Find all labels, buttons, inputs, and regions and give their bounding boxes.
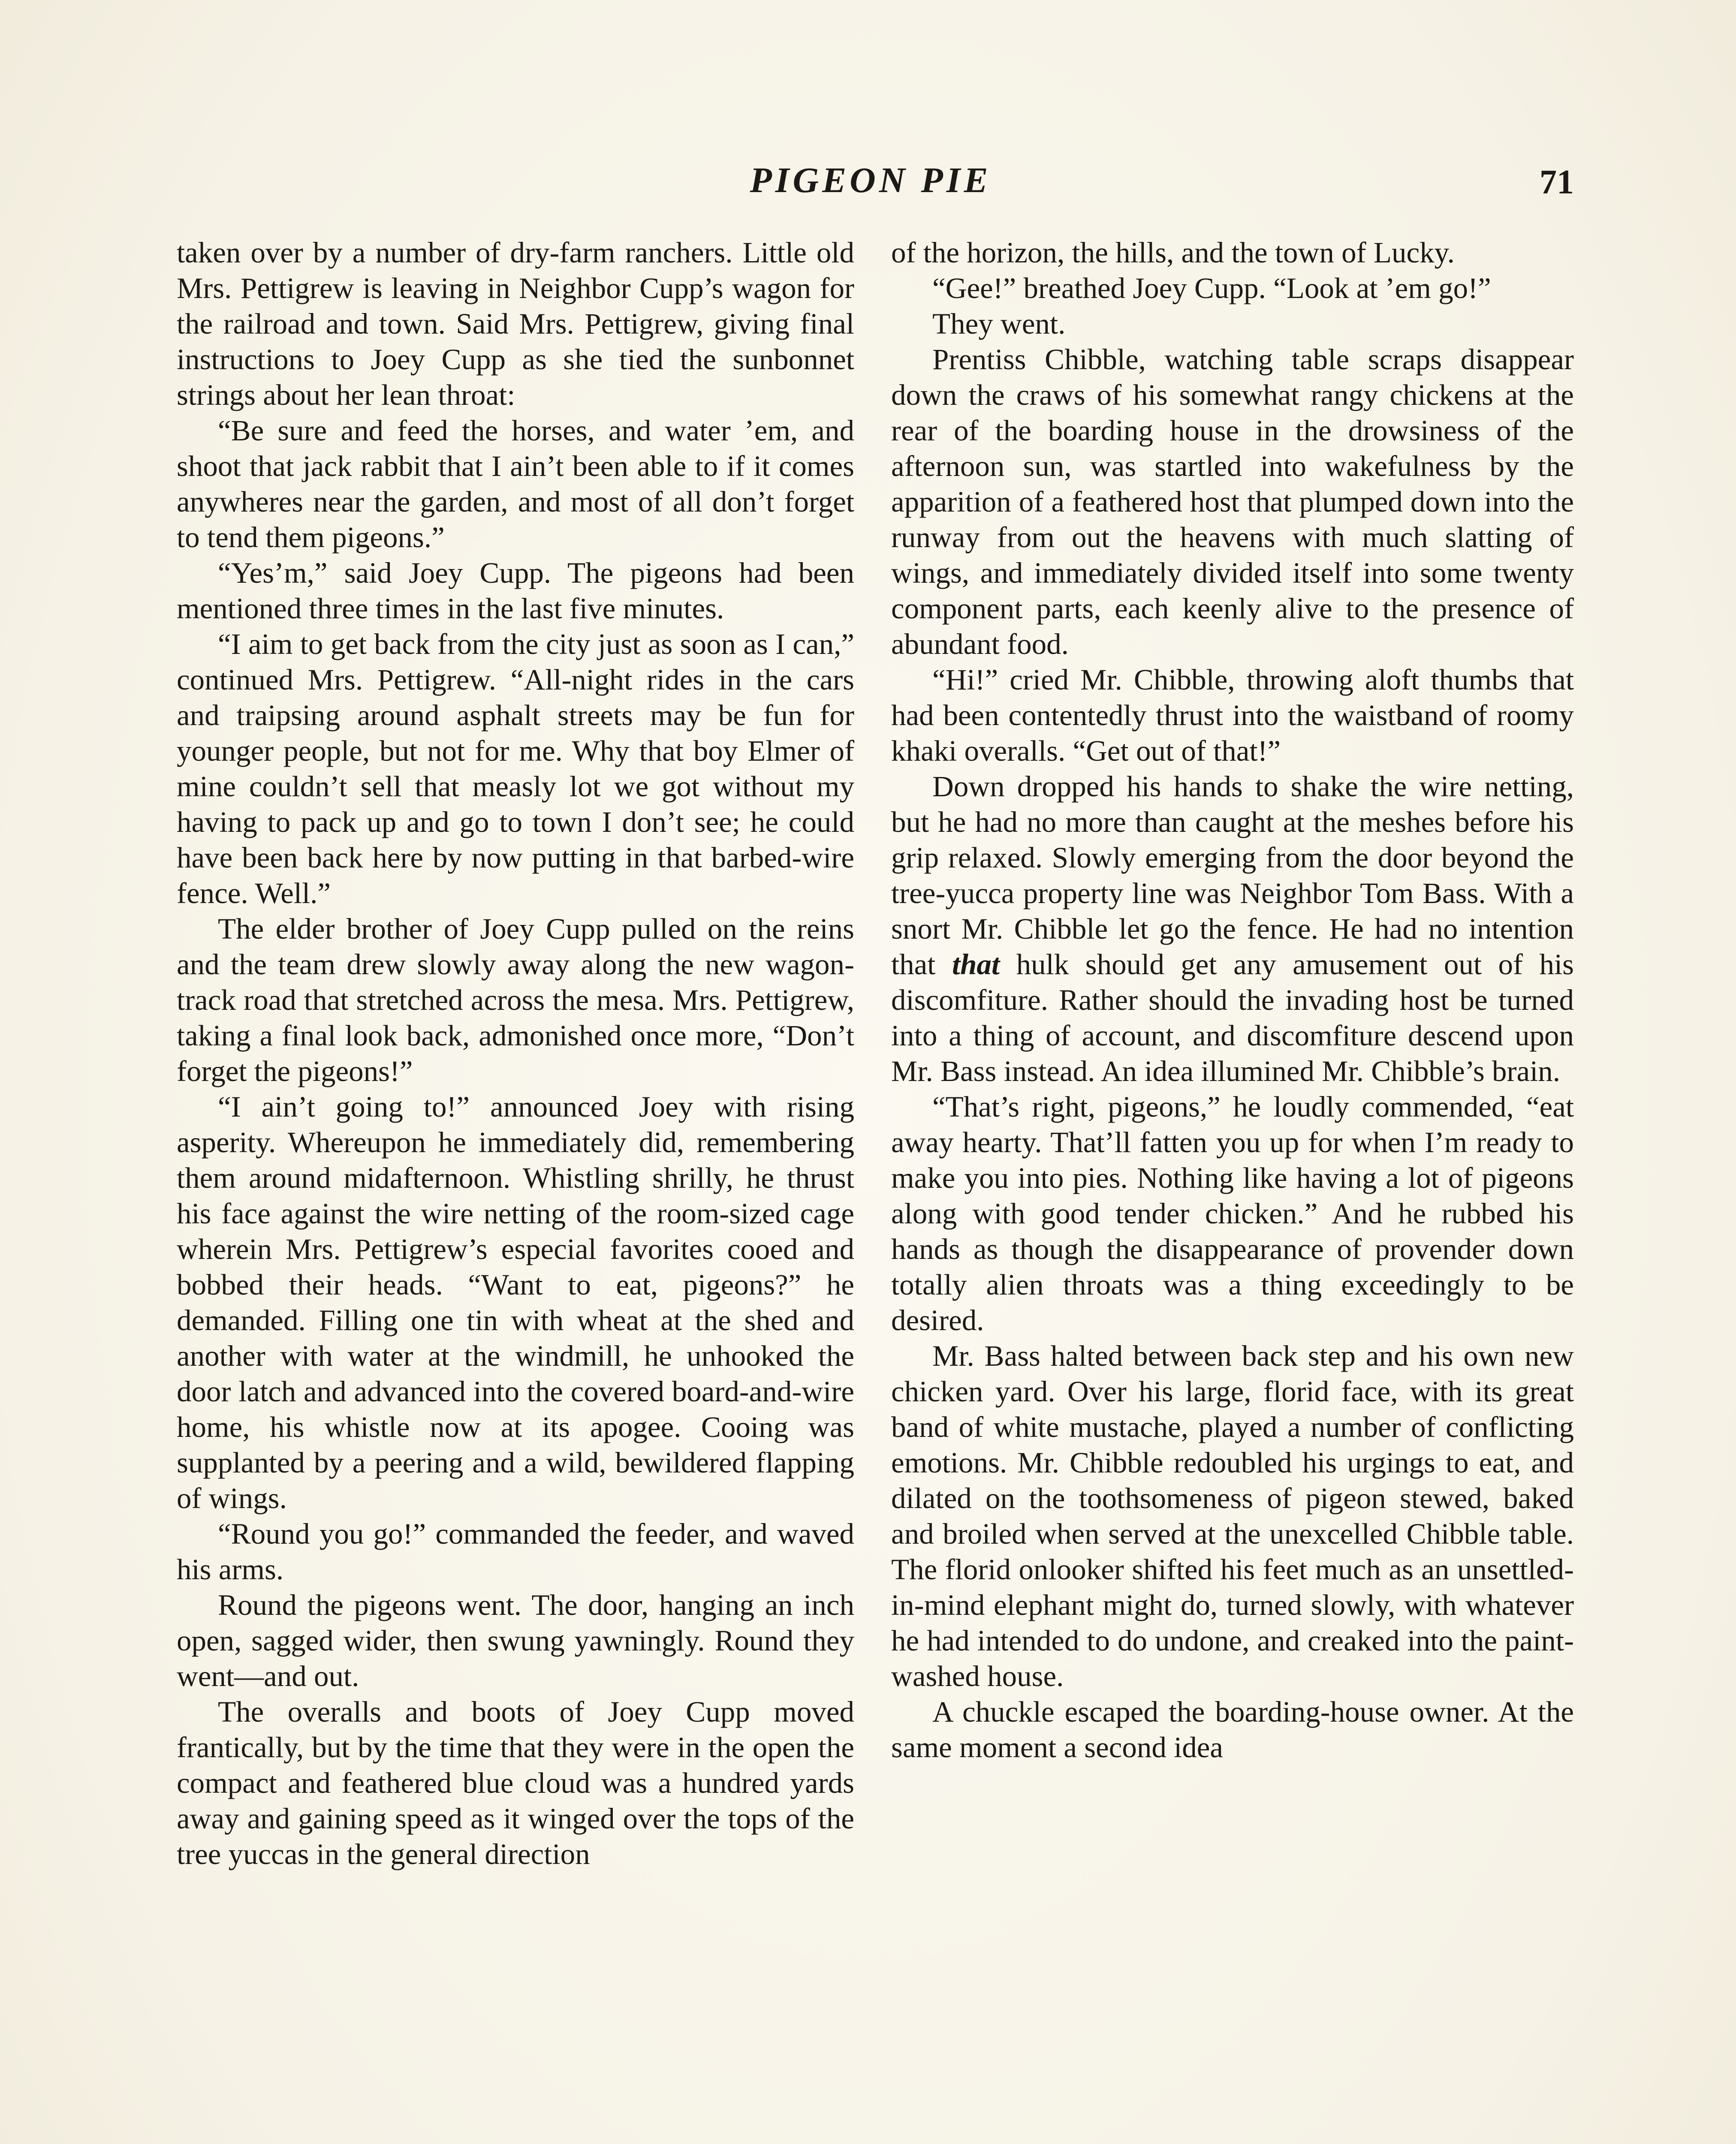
paragraph: “That’s right, pigeons,” he loudly commended, “eat away hearty. That’ll fatten you up for when I’m ready to make you into pies. Nothing like having a lot of pigeons along with good tender chicken.” And he rubbed his hands as though the disappearance of provender down totally alien throats was a thing exceedingly to be desired. — [891, 1090, 1574, 1337]
paragraph: taken over by a number of dry-farm ranchers. Little old Mrs. Pettigrew is leaving in Neighbor Cupp’s wagon for the railroad and town. Said Mrs. Pettigrew, giving final instructions to Joey Cupp as she tied the sunbonnet strings about her lean throat: — [177, 236, 854, 411]
paragraph: “Yes’m,” said Joey Cupp. The pigeons had been mentioned three times in the last five minutes. — [177, 557, 854, 625]
paragraph: “Hi!” cried Mr. Chibble, throwing aloft thumbs that had been contentedly thrust into the waistband of roomy khaki overalls. “Get out of that!” — [891, 663, 1574, 767]
right-column — [891, 235, 1574, 2144]
paragraph: “Be sure and feed the horses, and water ’em, and shoot that jack rabbit that I ain’t been able to if it comes anywheres near the garden, and most of all don’t forget to tend them pigeons.” — [177, 414, 854, 554]
paragraph: “Round you go!” commanded the feeder, and waved his arms. — [177, 1518, 854, 1586]
emphasized-word: that — [952, 948, 1000, 981]
paragraph: “I ain’t going to!” announced Joey with rising asperity. Whereupon he immediately did, remembering them around midafternoon. Whistling shrilly, he thrust his face against the wire netting of the room-sized cage wherein Mrs. Pettigrew’s especial favorites cooed and bobbed their heads. “Want to eat, pigeons?” he demanded. Filling one tin with wheat at the shed and another with water at the windmill, he unhooked the door latch and advanced into the covered board-and-wire home, his whistle now at its apogee. Cooing was supplanted by a peering and a wild, bewildered flapping of wings. — [177, 1090, 854, 1515]
paragraph-with-emphasis — [891, 769, 1574, 1089]
paragraph-part: hulk should get any amusement out of his discomfiture. Rather should the invading host be turned into a thing of account, and discomfiture descend upon Mr. Bass instead. An idea illumined Mr. Chibble’s brain. — [891, 948, 1574, 1087]
running-title: PIGEON PIE — [750, 160, 992, 200]
paragraph: “I aim to get back from the city just as soon as I can,” continued Mrs. Pettigrew. “All-night rides in the cars and traipsing around asphalt streets may be fun for younger people, but not for me. Why that boy Elmer of mine couldn’t sell that measly lot we got without my having to pack up and go to town I don’t see; he could have been back here by now putting in that barbed-wire fence. Well.” — [177, 628, 854, 909]
paragraph: The overalls and boots of Joey Cupp moved frantically, but by the time that they were in the open the compact and feathered blue cloud was a hundred yards away and gaining speed as it winged over the tops of the tree yuccas in the general direction — [177, 1695, 854, 1870]
paragraph: Round the pigeons went. The door, hanging an inch open, sagged wider, then swung yawningly. Round they went—and out. — [177, 1589, 854, 1692]
paragraph: Prentiss Chibble, watching table scraps disappear down the craws of his somewhat rangy chickens at the rear of the boarding house in the drowsiness of the afternoon sun, was startled into wakefulness by the apparition of a feathered host that plumped down into the runway from out the heavens with much slatting of wings, and immediately divided itself into some twenty component parts, each keenly alive to the presence of abundant food. — [891, 343, 1574, 660]
paragraph: “Gee!” breathed Joey Cupp. “Look at ’em go!” — [932, 272, 1491, 304]
paragraph: A chuckle escaped the boarding-house owner. At the same moment a second idea — [891, 1695, 1574, 1764]
paragraph: Mr. Bass halted between back step and his own new chicken yard. Over his large, florid face, with its great band of white mustache, played a number of conflicting emotions. Mr. Chibble redoubled his urgings to eat, and dilated on the toothsomeness of pigeon stewed, baked and broiled when served at the unexcelled Chibble table. The florid onlooker shifted his feet much as an unsettled-in-mind elephant might do, turned slowly, with whatever he had intended to do undone, and creaked into the paint-washed house. — [891, 1340, 1574, 1692]
paragraph: of the horizon, the hills, and the town of Lucky. — [891, 236, 1455, 269]
paragraph: They went. — [932, 307, 1066, 340]
paragraph-part: Down dropped his hands to shake the wire netting, but he had no more than caught at the meshes before his grip relaxed. Slowly emerging from the door beyond the tree-yucca property line was Neighbor Tom Bass. With a snort Mr. Chibble let go the fence. He had no intention that — [891, 770, 1574, 981]
paragraph: The elder brother of Joey Cupp pulled on the reins and the team drew slowly away along the new wagon-track road that stretched across the mesa. Mrs. Pettigrew, taking a final look back, admonished once more, “Don’t forget the pigeons!” — [177, 912, 854, 1087]
left-column — [177, 235, 854, 2144]
page-number: 71 — [1540, 163, 1574, 201]
